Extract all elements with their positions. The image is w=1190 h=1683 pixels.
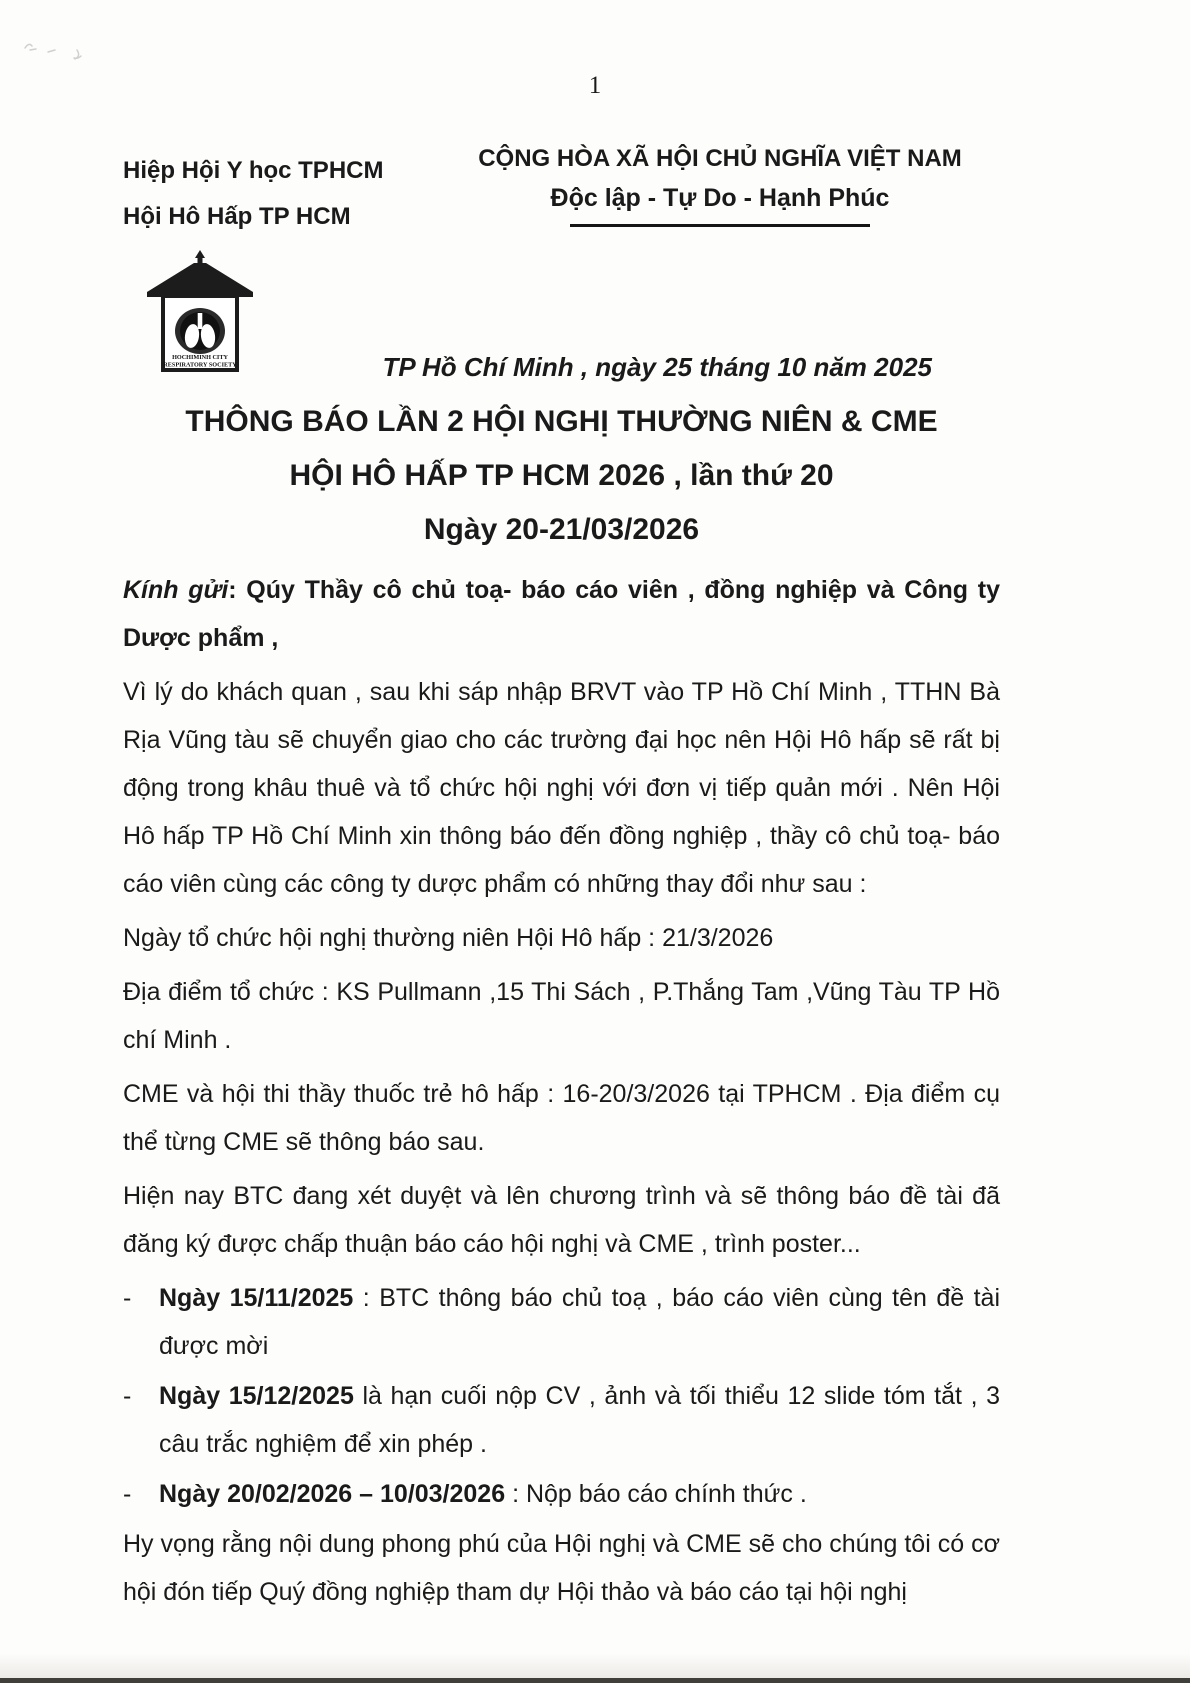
paragraph-reason: Vì lý do khách quan , sau khi sáp nhập BRVT vào TP Hồ Chí Minh , TTHN Bà Rịa Vũng tàu sẽ chuyển giao cho các trường đại học nên Hội Hô hấp sẽ rất bị động trong khâu thuê và tổ chức hội nghị với đơn vị tiếp quản mới . Nên Hội Hô hấp TP Hồ Chí Minh xin thông báo đến đồng nghiệp , thầy cô chủ toạ- báo cáo viên cùng các công ty dược phẩm có những thay đổi như sau : <box>123 678 1000 898</box>
paragraph-review-status: Hiện nay BTC đang xét duyệt và lên chương trình và sẽ thông báo đề tài đã đăng ký được chấp thuận báo cáo hội nghị và CME , trình poster... <box>123 1182 1000 1258</box>
salutation-line <box>123 566 1000 662</box>
page-number: 1 <box>588 72 602 99</box>
deadline-date: Ngày 15/11/2025 <box>159 1284 354 1312</box>
dash-bullet-marker: - <box>123 1480 132 1508</box>
deadline-detail: : BTC thông báo chủ toạ , báo cáo viên cùng tên đề tài được mời <box>159 1284 1000 1360</box>
motto-underline <box>570 224 870 227</box>
paragraph-conference-date: Ngày tổ chức hội nghị thường niên Hội Hô hấp : 21/3/2026 <box>123 924 774 952</box>
national-motto: Độc lập - Tự Do - Hạnh Phúc <box>550 184 890 212</box>
deadline-detail: : Nộp báo cáo chính thức . <box>505 1480 807 1508</box>
announcement-title-line-3: Ngày 20-21/03/2026 <box>423 513 700 546</box>
deadline-text <box>159 1274 1000 1370</box>
deadline-list <box>123 1274 1000 1518</box>
letter-body <box>123 348 1000 1622</box>
announcement-title-line-1: THÔNG BÁO LẦN 2 HỘI NGHỊ THƯỜNG NIÊN & CME <box>185 405 938 438</box>
deadline-item-1 <box>123 1274 1000 1370</box>
scan-artifact-mark <box>22 38 86 64</box>
logo-caption-line-1: HOCHIMINH CITY <box>172 354 228 361</box>
national-title: CỘNG HÒA XÃ HỘI CHỦ NGHĨA VIỆT NAM <box>478 145 962 172</box>
deadline-item-2 <box>123 1372 1000 1468</box>
logo-caption-line-2: RESPIRATORY SOCIETY <box>163 361 237 369</box>
dash-bullet-marker: - <box>123 1382 132 1410</box>
page-bottom-edge-line <box>0 1678 1190 1683</box>
national-header-block <box>450 142 990 227</box>
salutation-label: Kính gửi <box>123 576 229 604</box>
salutation-text: : Qúy Thầy cô chủ toạ- báo cáo viên , đồng nghiệp và Công ty Dược phẩm , <box>123 576 1000 652</box>
announcement-title-line-2: HỘI HÔ HẤP TP HCM 2026 , lần thứ 20 <box>289 459 834 492</box>
place-date-line: TP Hồ Chí Minh , ngày 25 tháng 10 năm 2025 <box>382 352 932 382</box>
paragraph-closing: Hy vọng rằng nội dung phong phú của Hội nghị và CME sẽ cho chúng tôi có cơ hội đón tiếp Quý đồng nghiệp tham dự Hội thảo và báo cáo tại hội nghị <box>123 1530 1000 1606</box>
deadline-detail: là hạn cuối nộp CV , ảnh và tối thiểu 12 slide tóm tắt , 3 câu trắc nghiệm để xin phép . <box>159 1382 1001 1458</box>
org-header-block <box>123 148 383 240</box>
paragraph-cme-schedule: CME và hội thi thầy thuốc trẻ hô hấp : 16-20/3/2026 tại TPHCM . Địa điểm cụ thể từng CME sẽ thông báo sau. <box>123 1080 1000 1156</box>
org-name-line-2: Hội Hô Hấp TP HCM <box>123 203 351 230</box>
org-name-line-1: Hiệp Hội Y học TPHCM <box>123 157 384 184</box>
deadline-item-3 <box>123 1470 1000 1518</box>
deadline-text <box>159 1372 1000 1468</box>
deadline-date: Ngày 15/12/2025 <box>159 1382 354 1410</box>
dash-bullet-marker: - <box>123 1284 132 1312</box>
deadline-text <box>159 1470 1000 1518</box>
page-bottom-shading <box>0 1653 1190 1679</box>
paragraph-venue: Địa điểm tổ chức : KS Pullmann ,15 Thi Sách , P.Thắng Tam ,Vũng Tàu TP Hồ chí Minh . <box>123 978 1000 1054</box>
deadline-date: Ngày 20/02/2026 – 10/03/2026 <box>159 1480 506 1508</box>
